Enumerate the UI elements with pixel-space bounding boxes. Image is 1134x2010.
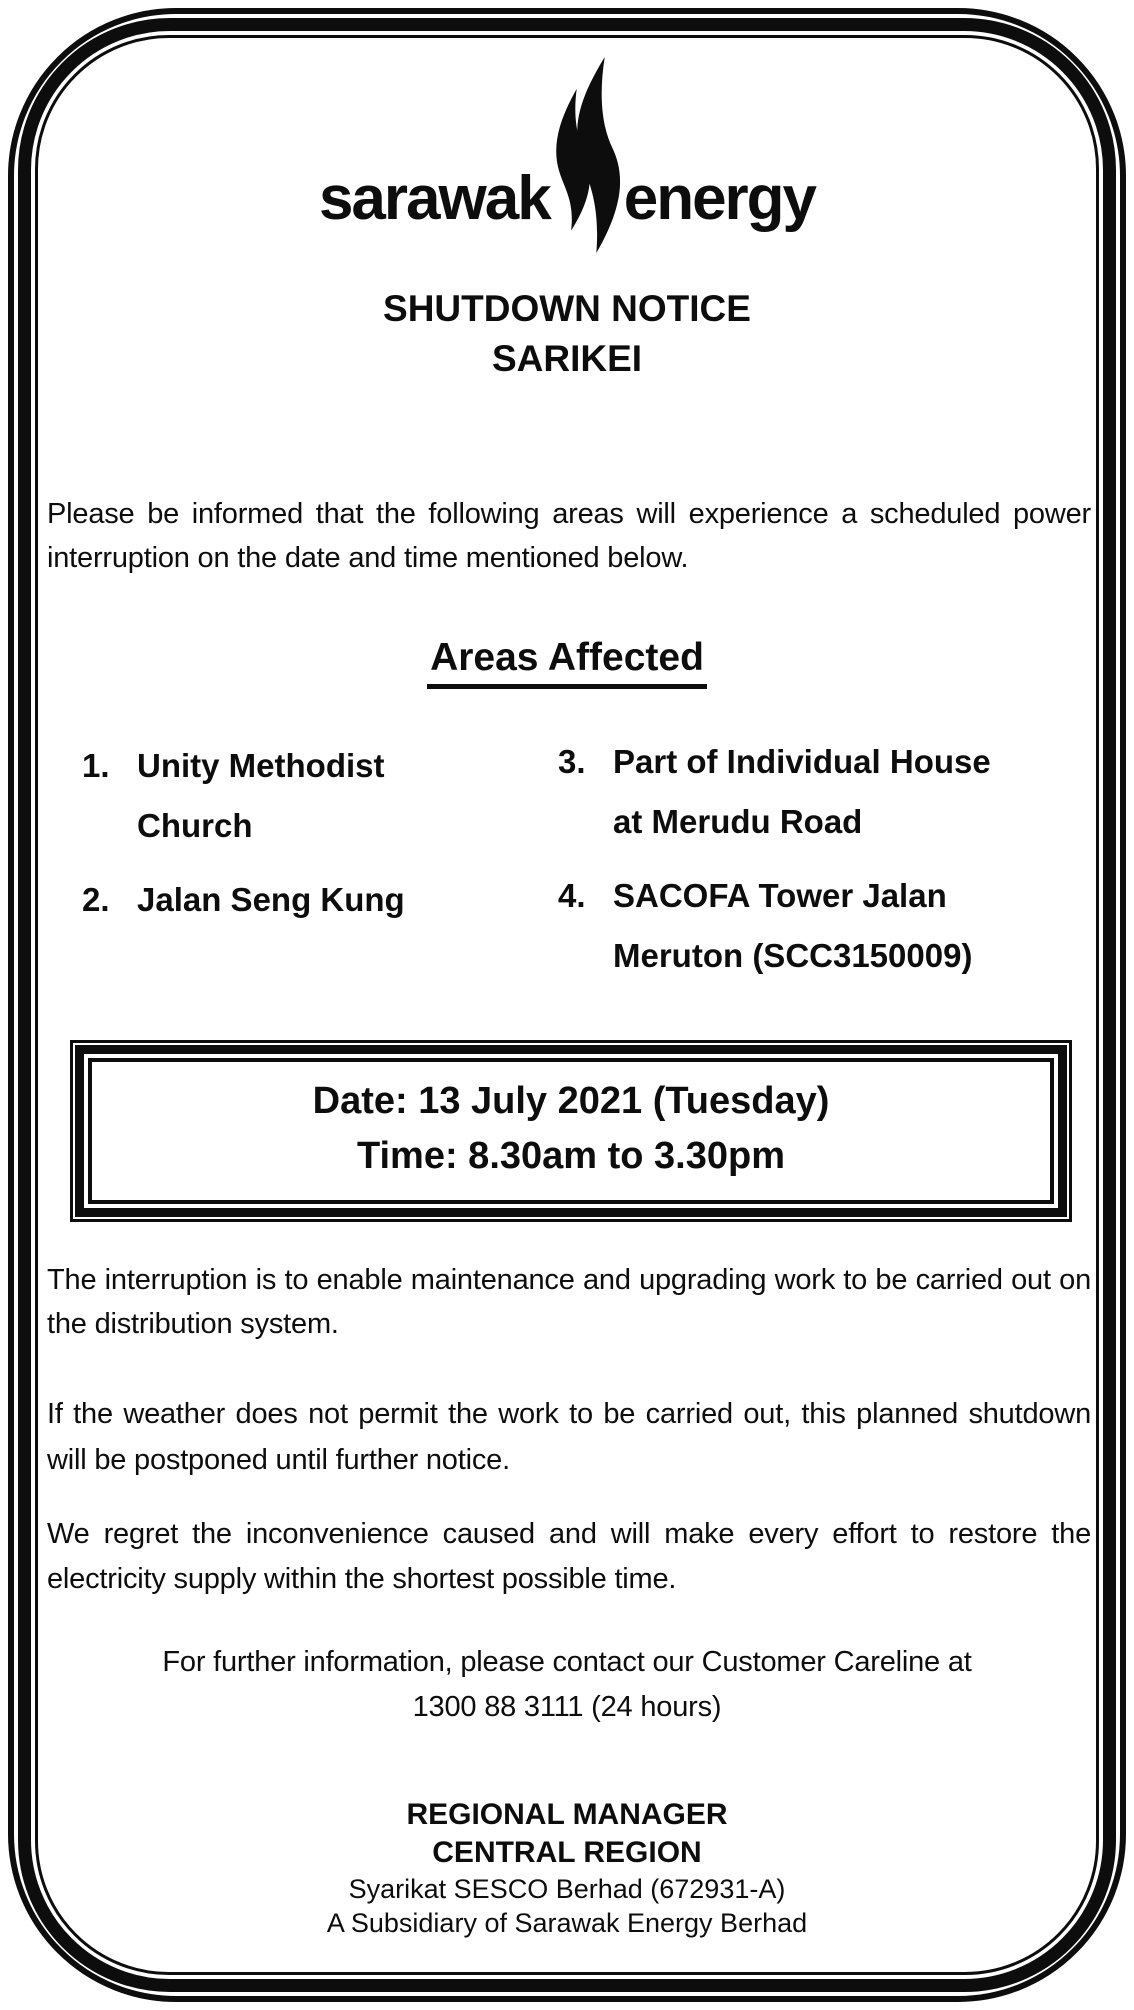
area-item [558, 732, 1098, 853]
area-item-text: Unity Methodist Church [137, 747, 385, 845]
logo-text-energy: energy [623, 164, 816, 233]
footer-role: REGIONAL MANAGER [406, 1798, 728, 1831]
contact-line-2: 1300 88 3111 (24 hours) [412, 1690, 722, 1723]
footer-block [0, 1796, 1134, 1941]
schedule-date-line: Date: 13 July 2021 (Tuesday) [312, 1080, 830, 1122]
area-item [82, 736, 552, 857]
paragraph-maintenance: The interruption is to enable maintenance and upgrading work to be carried out on the distribution system. [47, 1264, 1091, 1341]
contact-line-1: For further information, please contact our Customer Careline at [162, 1646, 972, 1678]
area-item-number: 2. [82, 880, 110, 918]
schedule-box-content [88, 1058, 1054, 1204]
area-item-number: 4. [558, 876, 586, 914]
area-item-number: 3. [558, 743, 586, 780]
areas-column-right [558, 732, 1098, 1000]
area-item [558, 866, 1098, 987]
paragraph-regret: We regret the inconvenience caused and will make every effort to restore the electricity supply within the shortest possible time. [47, 1518, 1091, 1595]
sarawak-energy-logo [0, 46, 1134, 258]
area-item [82, 870, 552, 930]
logo-text-sarawak: sarawak [318, 164, 550, 233]
areas-column-left [82, 736, 552, 943]
areas-affected-heading: Areas Affected [0, 636, 1134, 680]
schedule-box-middle-border [75, 1045, 1067, 1217]
paragraph-weather: If the weather does not permit the work to be carried out, this planned shutdown will be postponed until further notice. [47, 1398, 1091, 1476]
footer-region: CENTRAL REGION [432, 1835, 702, 1869]
schedule-time-line: Time: 8.30am to 3.30pm [356, 1135, 786, 1178]
schedule-box [70, 1040, 1072, 1222]
footer-company: Syarikat SESCO Berhad (672931-A) [348, 1873, 786, 1904]
notice-location: SARIKEI [491, 338, 643, 379]
contact-block [0, 1640, 1134, 1730]
intro-paragraph: Please be informed that the following areas will experience a scheduled power interruption on the date and time mentioned below. [47, 498, 1091, 575]
area-item-text: Part of Individual House at Merudu Road [613, 743, 991, 841]
area-item-text: Jalan Seng Kung [137, 880, 405, 918]
flame-icon [545, 52, 629, 258]
area-item-number: 1. [82, 747, 110, 784]
notice-title: SHUTDOWN NOTICE [383, 288, 751, 329]
area-item-text: SACOFA Tower Jalan Meruton (SCC3150009) [613, 876, 973, 975]
footer-subsidiary: A Subsidiary of Sarawak Energy Berhad [326, 1908, 808, 1939]
